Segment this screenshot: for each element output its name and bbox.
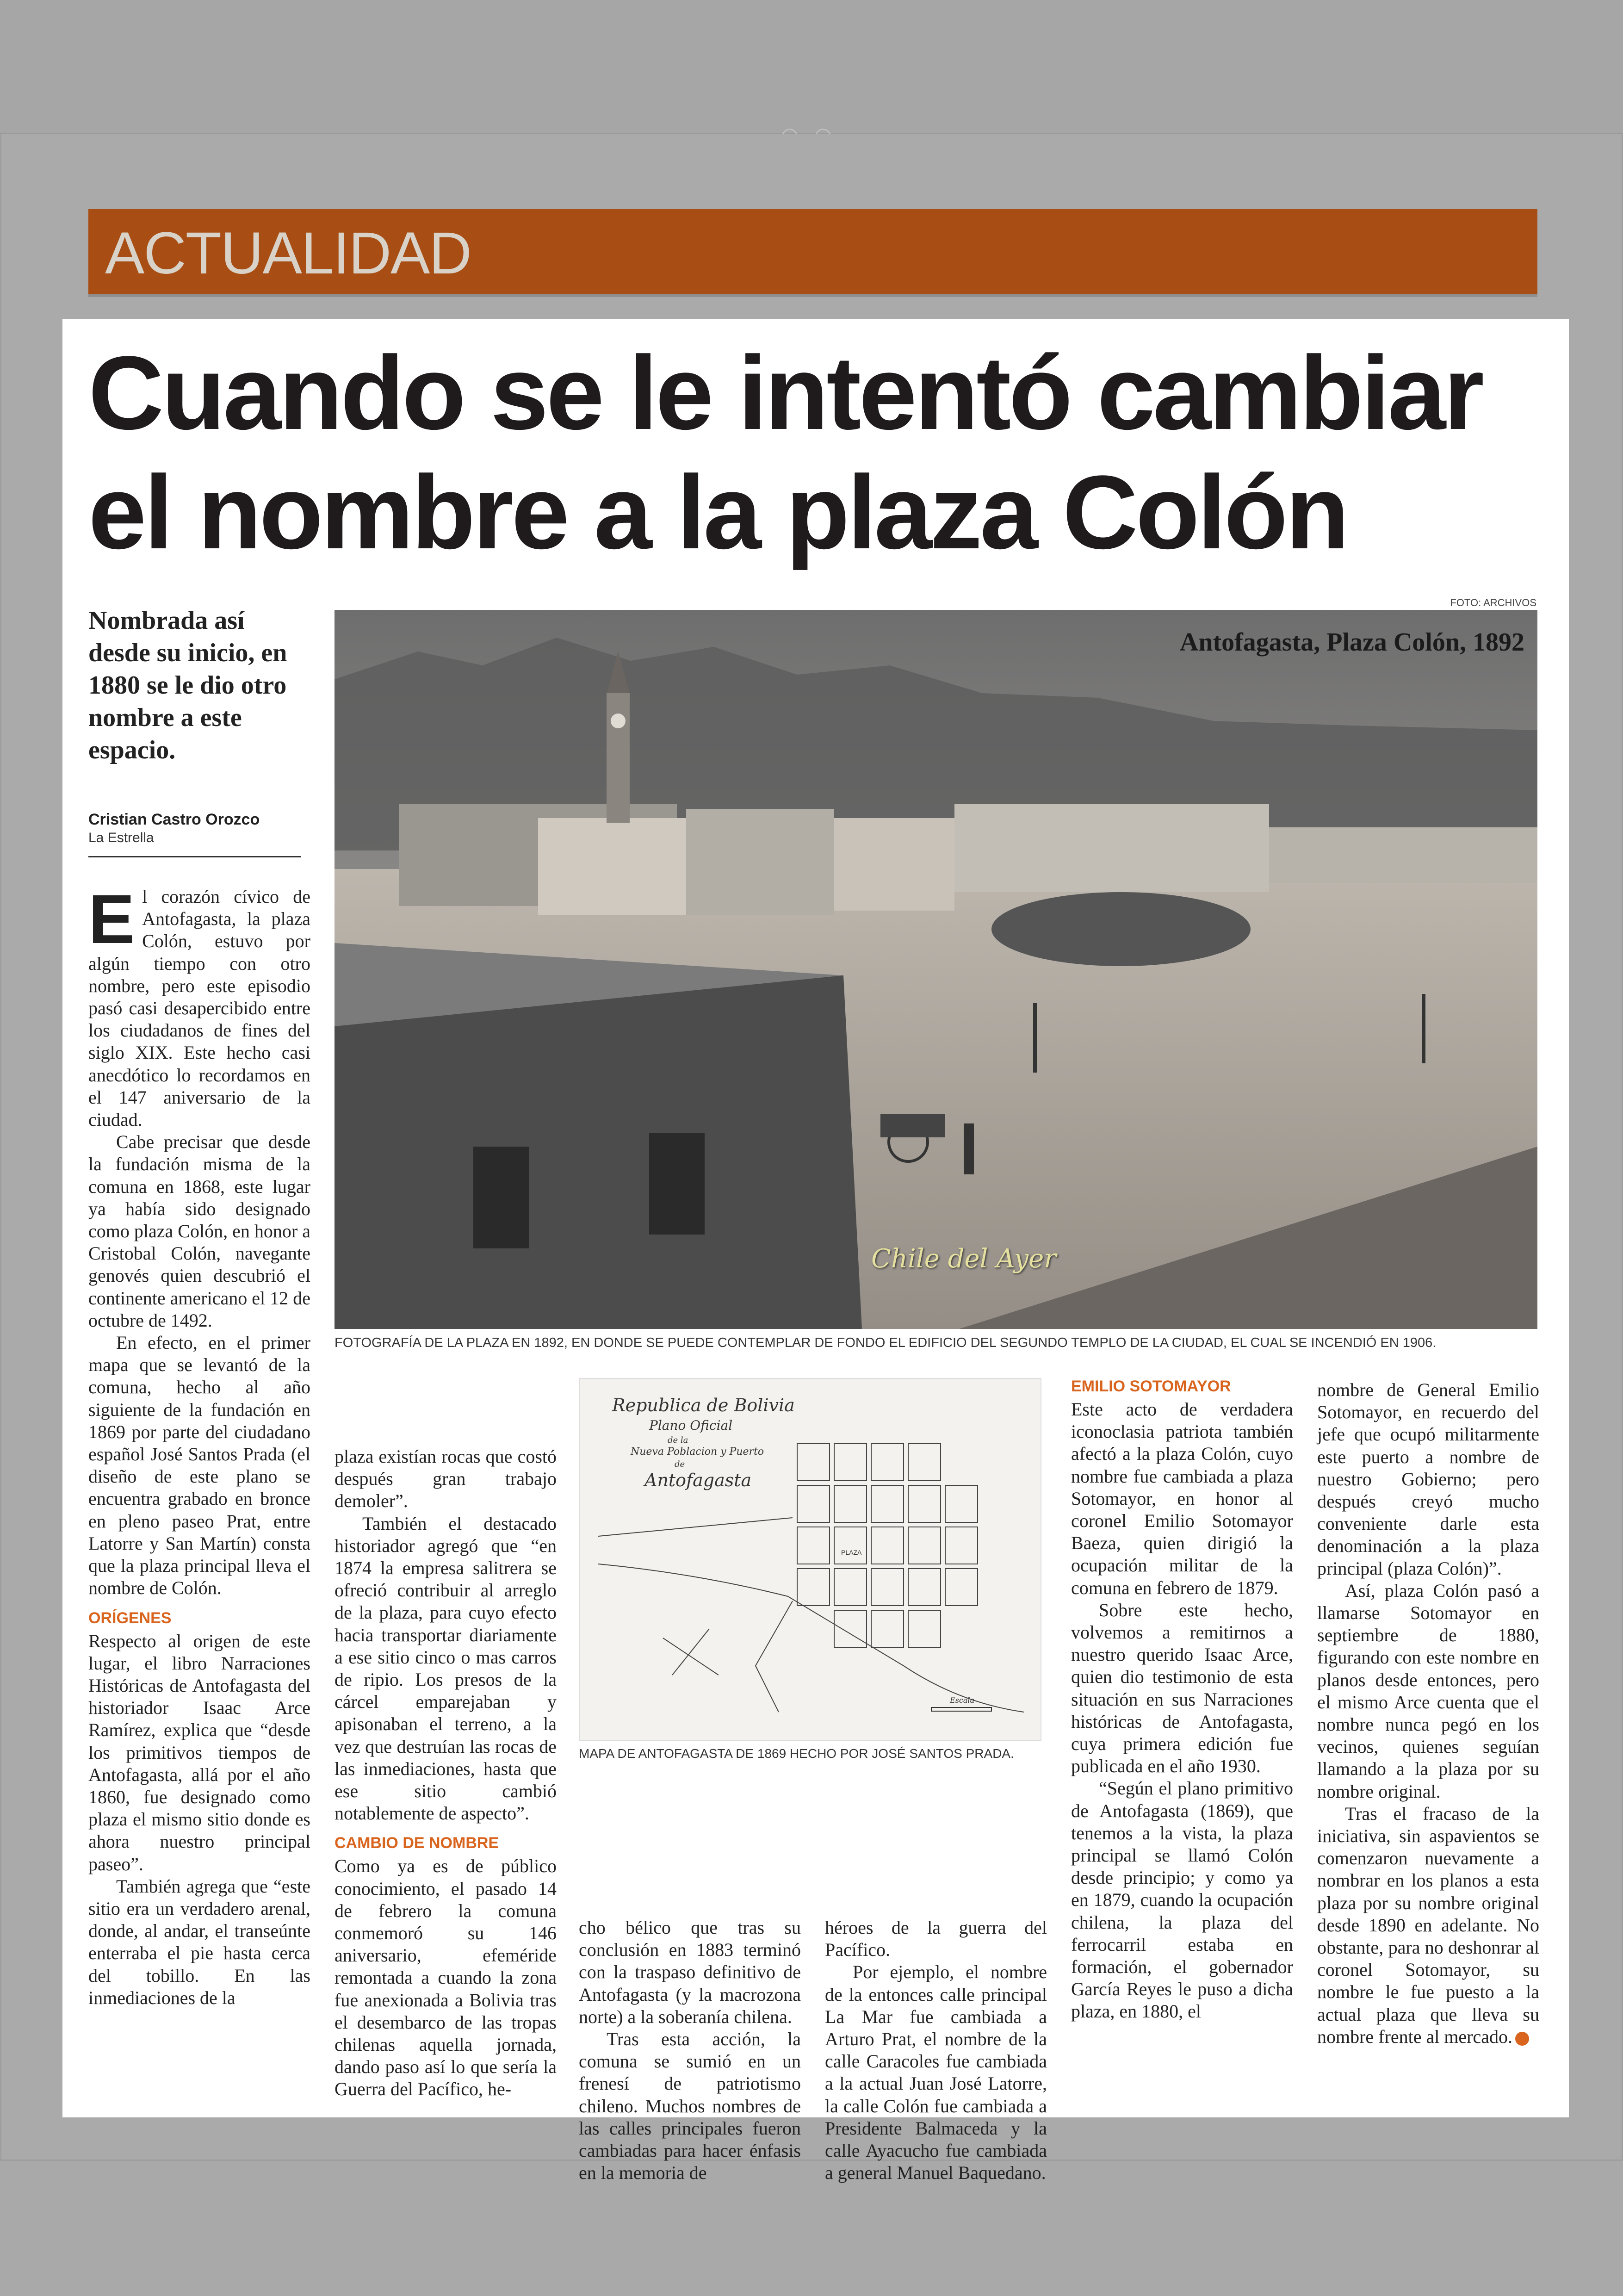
article-column-5 xyxy=(1071,1374,1293,2023)
newspaper-page xyxy=(0,134,1623,2184)
subhead-emilio-sotomayor: EMILIO SOTOMAYOR xyxy=(1071,1378,1231,1395)
article-headline xyxy=(88,333,1536,572)
subhead-cambio-de-nombre: CAMBIO DE NOMBRE xyxy=(335,1834,499,1852)
byline-divider xyxy=(88,856,301,857)
article-paragraph: También el destacado historiador agregó que “en 1874 la empresa salitrera se ofreció contribuir al arreglo de la plaza, para cuyo efecto hacia transportar diariamente a ese sitio cinco o mas carros de ripio. Los presos de la cárcel emparejaban y apisonaban el terreno, a la vez que destruían las rocas de las inmediaciones, hasta que ese sitio cambió notablemente de aspecto”. xyxy=(335,1513,557,1824)
article-paragraph: También agrega que “este sitio era un verdadero arenal, donde, al andar, el transeúnte enterraba el pie hasta cerca del tobillo. En las inmediaciones de la xyxy=(88,1875,310,2008)
drop-cap: E xyxy=(88,880,135,958)
photo-title: Antofagasta, Plaza Colón, 1892 xyxy=(1179,628,1524,657)
plaza-photo xyxy=(335,610,1537,1329)
article-paragraph: nombre de General Emilio Sotomayor, en recuerdo del jefe que ocupó militarmente este puerto a nombre de nuestro Gobierno; pero después creyó mucho conveniente darle esta denominación a la plaza principal (plaza Colón)”. xyxy=(1317,1379,1539,1579)
map-title-1: Republica de Bolivia xyxy=(612,1395,795,1415)
photo-watermark: Chile del Ayer xyxy=(871,1244,1057,1274)
historic-map-drawing xyxy=(580,1379,1041,1741)
article-column-2 xyxy=(335,1446,557,2101)
map-title-2: Plano Oficial xyxy=(649,1418,733,1433)
headline-line-2: el nombre a la plaza Colón xyxy=(88,453,1347,571)
plaza-photo-illustration xyxy=(335,610,1537,1329)
end-of-article-icon xyxy=(1515,2032,1529,2046)
article-sheet xyxy=(62,319,1569,2184)
article-paragraph: “Según el plano primitivo de Antofagasta (1869), que tenemos a la vista, la plaza principal se llamó Colón desde principio; y como ya en 1879, cuando la ocupación chilena, la plaza del ferrocarril estaba en formación, el gobernador García Reyes le puso a dicha plaza, en 1880, el xyxy=(1071,1778,1293,2022)
headline-line-1: Cuando se le intentó cambiar xyxy=(88,334,1482,451)
map-title-3: de la xyxy=(668,1435,688,1445)
paragraph-text: Tras el fracaso de la iniciativa, sin aspavientos se comenzaron nuevamente a nombrar en los planos a esta plaza por su nombre original desde 1890 en adelante. No obstante, para no deshonrar al coronel Sotomayor, su nombre le fue puesto a la actual plaza que lleva su nombre frente al mercado. xyxy=(1317,1803,1539,2047)
article-paragraph: héroes de la guerra del Pacífico. xyxy=(825,1917,1047,1961)
article-paragraph: Cabe precisar que desde la fundación misma de la comuna en 1868, este lugar ya había sido designado como plaza Colón, en honor a Cristobal Colón, navegante genovés quien descubrió el continente americano el 12 de octubre de 1492. xyxy=(88,1131,310,1331)
article-paragraph: cho bélico que tras su conclusión en 1883 terminó con la traspaso definitivo de Antofagasta (y la macrozona norte) a la soberanía chilena. xyxy=(579,1917,801,2027)
map-scale-label: Escala xyxy=(950,1696,975,1705)
article-paragraph: plaza existían rocas que costó después gran trabajo demoler”. xyxy=(335,1446,557,1512)
map-title-6: Antofagasta xyxy=(644,1470,752,1490)
section-label: ACTUALIDAD xyxy=(105,220,471,286)
paragraph-text: l corazón cívico de Antofagasta, la plaza Colón, estuvo por algún tiempo con otro nombre, pero este episodio pasó casi desapercibido entre los ciudadanos de fines del siglo XIX. Este hecho casi anecdótico lo recordamos en el 147 aniversario de la ciudad. xyxy=(88,886,310,1130)
article-paragraph: Este acto de verdadera iconoclasia patriota también afectó a la plaza Colón, cuyo nombre fue cambiada a plaza Sotomayor, en honor al coronel Emilio Sotomayor Baeza, quien dirigió la ocupación militar de la comuna en febrero de 1879. xyxy=(1071,1399,1293,1598)
article-paragraph xyxy=(88,880,310,1131)
article-column-3 xyxy=(579,1917,801,2184)
photo-caption: FOTOGRAFÍA DE LA PLAZA EN 1892, EN DONDE SE PUEDE CONTEMPLAR DE FONDO EL EDIFICIO DEL SEGUNDO TEMPLO DE LA CIUDAD, EL CUAL SE INCENDIÓ EN 1906. xyxy=(335,1335,1437,1350)
byline-outlet: La Estrella xyxy=(88,830,154,845)
historic-map xyxy=(579,1378,1041,1741)
map-title-4: Nueva Poblacion y Puerto xyxy=(631,1446,764,1458)
article-paragraph: Por ejemplo, el nombre de la entonces calle principal La Mar fue cambiada a Arturo Prat, el nombre de la calle Caracoles fue cambiada a la actual Juan José Latorre, la calle Colón fue cambiada a Presidente Balmaceda y la calle Ayacucho fue cambiada a general Manuel Baquedano. xyxy=(825,1961,1047,2184)
section-banner xyxy=(88,209,1537,297)
map-title-5: de xyxy=(675,1459,685,1469)
article-paragraph xyxy=(1317,1803,1539,2048)
byline-author: Cristian Castro Orozco xyxy=(88,811,260,828)
article-paragraph: Como ya es de público conocimiento, el pasado 14 de febrero la comuna conmemoró su 146 aniversario, efeméride remontada a cuando la zona fue anexionada a Bolivia tras el desembarco de las tropas chilenas aquella jornada, dando paso así lo que sería la Guerra del Pacífico, he- xyxy=(335,1855,557,2100)
article-column-1 xyxy=(88,880,310,2009)
viewer-background xyxy=(0,0,1623,134)
map-caption: MAPA DE ANTOFAGASTA DE 1869 HECHO POR JOSÉ SANTOS PRADA. xyxy=(579,1746,1014,1761)
article-deck: Nombrada así desde su inicio, en 1880 se le dio otro nombre a este espacio. xyxy=(88,606,287,764)
subhead-origenes: ORÍGENES xyxy=(88,1609,172,1627)
article-column-4 xyxy=(825,1917,1047,2184)
article-paragraph: Sobre este hecho, volvemos a remitirnos a nuestro querido Isaac Arce, quien dio testimonio de esta situación en sus Narraciones históricas de Antofagasta, cuya primera edición fue publicada en el año 1930. xyxy=(1071,1599,1293,1777)
article-column-6 xyxy=(1317,1379,1539,2048)
article-paragraph: En efecto, en el primer mapa que se levantó de la comuna, hecho al año siguiente de la fundación en 1869 por parte del ciudadano español José Santos Prada (el diseño de este plano se encuentra grabado en bronce en pleno paseo Prat, entre Latorre y San Martín) consta que la plaza principal lleva el nombre de Colón. xyxy=(88,1332,310,1599)
article-paragraph: Respecto al origen de este lugar, el libro Narraciones Históricas de Antofagasta del historiador Isaac Arce Ramírez, explica que “desde los primitivos tiempos de Antofagasta, allá por el año 1860, fue designado como plaza el mismo sitio donde es ahora nuestro principal paseo”. xyxy=(88,1630,310,1874)
photo-credit: FOTO: ARCHIVOS xyxy=(1450,597,1536,608)
map-plaza-label: PLAZA xyxy=(841,1549,862,1556)
article-paragraph: Así, plaza Colón pasó a llamarse Sotomayor en septiembre de 1880, figurando con este nombre en planos desde entonces, pero el mismo Arce cuenta que el nombre nunca pegó en los vecinos, quienes seguían llamando a la plaza por su nombre original. xyxy=(1317,1580,1539,1802)
article-paragraph: Tras esta acción, la comuna se sumió en un frenesí de patriotismo chileno. Muchos nombres de las calles principales fueron cambiadas para hacer énfasis en la memoria de xyxy=(579,2029,801,2184)
